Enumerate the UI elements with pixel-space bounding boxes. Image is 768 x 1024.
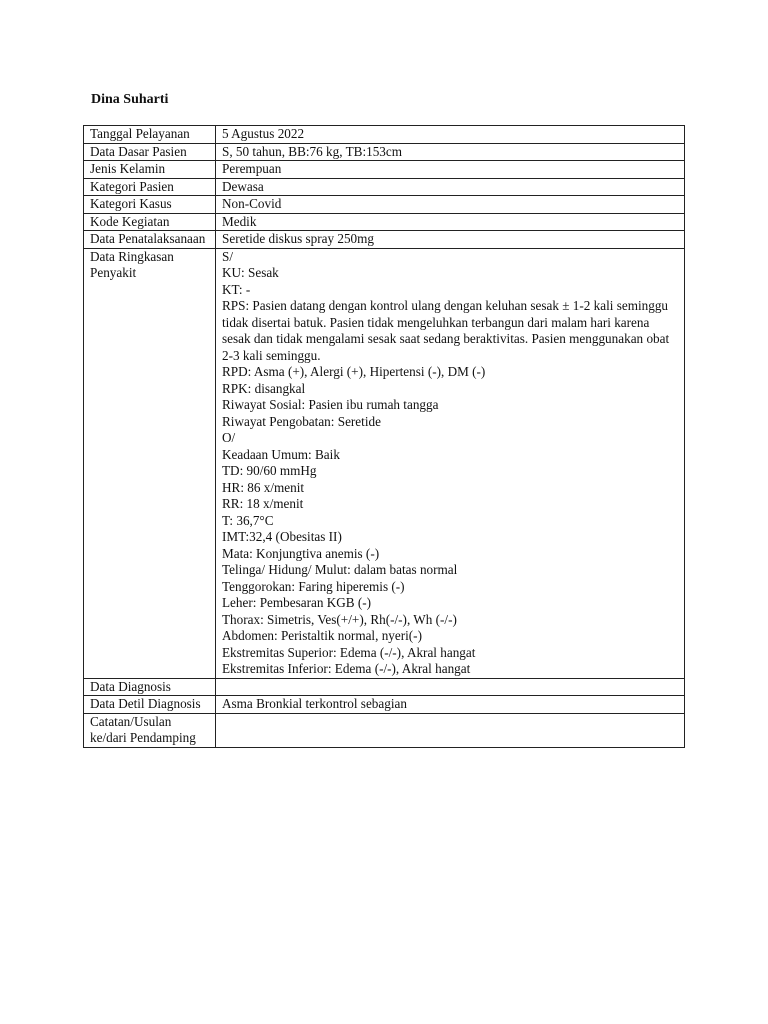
summary-line-abdomen: Abdomen: Peristaltik normal, nyeri(-) xyxy=(222,628,422,643)
table-row xyxy=(84,696,685,714)
summary-line-thl: Telinga/ Hidung/ Mulut: dalam batas normal xyxy=(222,562,458,577)
summary-line-rpd: RPD: Asma (+), Alergi (+), Hipertensi (-), DM (-) xyxy=(222,364,486,379)
table-row xyxy=(84,161,685,179)
row-value-kategori-kasus: Non-Covid xyxy=(216,196,685,214)
summary-line-ku: KU: Sesak xyxy=(222,265,279,280)
summary-line-o: O/ xyxy=(222,430,236,445)
row-value-penatalaksanaan: Seretide diskus spray 250mg xyxy=(216,231,685,249)
summary-line-eks-sup: Ekstremitas Superior: Edema (-/-), Akral hangat xyxy=(222,644,476,660)
row-value-tanggal: 5 Agustus 2022 xyxy=(216,126,685,144)
summary-line-imt: IMT:32,4 (Obesitas II) xyxy=(222,529,342,544)
row-label-kategori-kasus: Kategori Kasus xyxy=(84,196,216,214)
summary-line-rpk: RPK: disangkal xyxy=(222,380,306,396)
row-value-jenis-kelamin: Perempuan xyxy=(216,161,685,179)
row-label-tanggal: Tanggal Pelayanan xyxy=(84,126,216,144)
summary-line-s: S/ xyxy=(222,248,233,264)
summary-line-leher: Leher: Pembesaran KGB (-) xyxy=(222,595,372,610)
row-value-ringkasan xyxy=(216,248,685,678)
table-row xyxy=(84,713,685,747)
summary-line-keadaan: Keadaan Umum: Baik xyxy=(222,446,340,462)
summary-line-mata: Mata: Konjungtiva anemis (-) xyxy=(222,545,380,561)
patient-record-table xyxy=(83,125,685,748)
summary-line-sosial: Riwayat Sosial: Pasien ibu rumah tangga xyxy=(222,397,439,412)
row-value-kode-kegiatan: Medik xyxy=(216,213,685,231)
table-row xyxy=(84,248,685,678)
summary-line-hr: HR: 86 x/menit xyxy=(222,479,305,495)
row-label-jenis-kelamin: Jenis Kelamin xyxy=(84,161,216,179)
summary-line-t: T: 36,7°C xyxy=(222,512,274,528)
summary-line-td: TD: 90/60 mmHg xyxy=(222,463,317,478)
row-value-diagnosis xyxy=(216,678,685,696)
row-value-kategori-pasien: Dewasa xyxy=(216,178,685,196)
table-row xyxy=(84,678,685,696)
table-row xyxy=(84,231,685,249)
row-label-penatalaksanaan: Data Penatalaksanaan xyxy=(84,231,216,249)
table-row xyxy=(84,126,685,144)
table-row xyxy=(84,178,685,196)
row-label-detil-diagnosis: Data Detil Diagnosis xyxy=(84,696,216,714)
summary-line-eks-inf: Ekstremitas Inferior: Edema (-/-), Akral hangat xyxy=(222,661,471,676)
row-label-kategori-pasien: Kategori Pasien xyxy=(84,178,216,196)
row-label-ringkasan: Data Ringkasan Penyakit xyxy=(84,248,216,678)
table-row xyxy=(84,196,685,214)
row-label-catatan: Catatan/Usulan ke/dari Pendamping xyxy=(84,713,216,747)
row-label-kode-kegiatan: Kode Kegiatan xyxy=(84,213,216,231)
summary-line-rr: RR: 18 x/menit xyxy=(222,496,304,511)
row-value-detil-diagnosis: Asma Bronkial terkontrol sebagian xyxy=(216,696,685,714)
table-row xyxy=(84,143,685,161)
summary-line-kt: KT: - xyxy=(222,281,251,297)
summary-line-tenggorokan: Tenggorokan: Faring hiperemis (-) xyxy=(222,578,405,594)
patient-name-title: Dina Suharti xyxy=(91,92,169,107)
summary-line-pengobatan: Riwayat Pengobatan: Seretide xyxy=(222,413,381,429)
row-value-data-dasar: S, 50 tahun, BB:76 kg, TB:153cm xyxy=(216,143,685,161)
row-value-catatan xyxy=(216,713,685,747)
row-label-data-dasar: Data Dasar Pasien xyxy=(84,143,216,161)
summary-line-thorax: Thorax: Simetris, Ves(+/+), Rh(-/-), Wh (-/-) xyxy=(222,611,457,627)
table-row xyxy=(84,213,685,231)
row-label-diagnosis: Data Diagnosis xyxy=(84,678,216,696)
summary-line-rps: RPS: Pasien datang dengan kontrol ulang dengan keluhan sesak ± 1-2 kali seminggu tidak disertai batuk. Pasien tidak mengeluhkan terbangun dari malam hari karena sesak dan tidak mengalami sesak saat sedang beraktivitas. Pasien menggunakan obat 2-3 kali seminggu. xyxy=(222,298,670,363)
